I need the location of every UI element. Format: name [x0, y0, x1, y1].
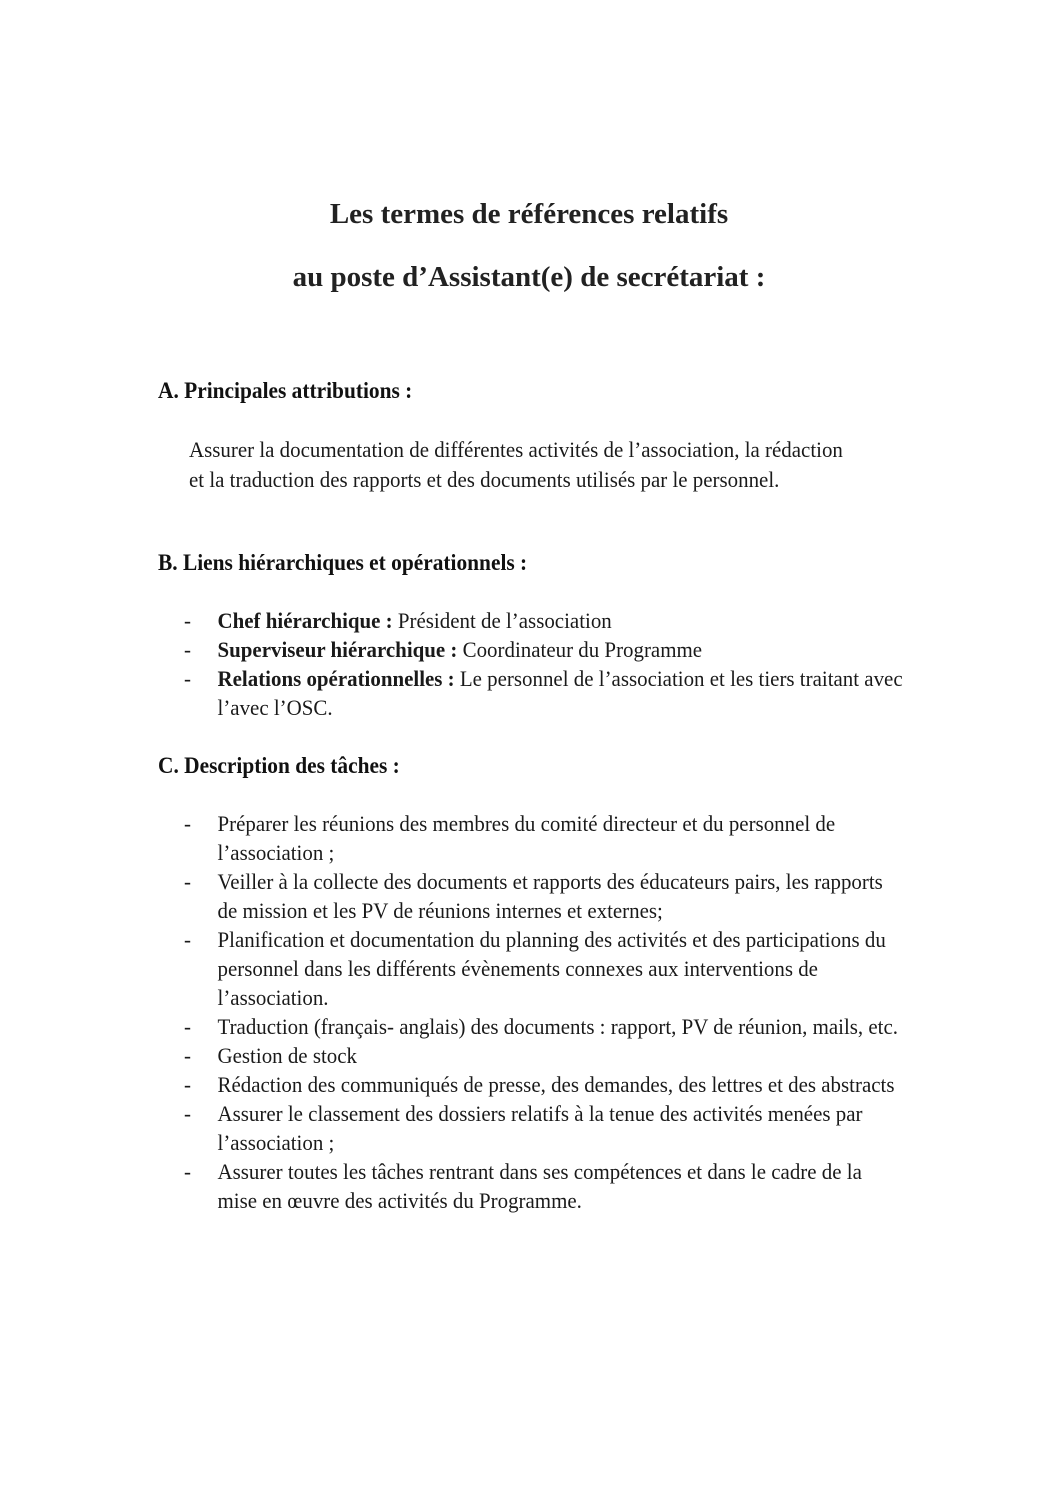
document-title-line-2: au poste d’Assistant(e) de secrétariat : — [292, 261, 766, 293]
tasks-list — [158, 809, 938, 1215]
item-text: Assurer toutes les tâches rentrant dans ses compétences et dans le cadre de la mise en œuvre des activités du Programme. — [217, 1159, 862, 1213]
bullet-dash: - — [184, 811, 192, 836]
bullet-dash: - — [184, 927, 192, 952]
list-item — [158, 867, 883, 925]
item-text: Président de l’association — [392, 608, 612, 633]
list-item — [158, 1157, 883, 1215]
section-a-heading: A. Principales attributions : — [158, 378, 413, 403]
item-text: Gestion de stock — [217, 1043, 358, 1068]
section-c-heading: C. Description des tâches : — [158, 753, 400, 778]
document-title-line-1: Les termes de références relatifs — [329, 198, 729, 230]
bullet-dash: - — [184, 637, 192, 662]
item-text: Assurer le classement des dossiers relatifs à la tenue des activités menées par l’association ; — [217, 1101, 863, 1155]
list-item — [158, 1099, 883, 1157]
item-label: Chef hiérarchique : — [217, 608, 393, 633]
item-text: Le personnel de l’association et les tiers traitant avec l’avec l’OSC. — [217, 666, 903, 720]
item-label: Superviseur hiérarchique : — [217, 637, 458, 662]
hierarchy-list — [158, 606, 938, 722]
section-b-heading: B. Liens hiérarchiques et opérationnels : — [158, 550, 528, 575]
list-item — [158, 664, 903, 722]
item-text: Veiller à la collecte des documents et rapports des éducateurs pairs, les rapports de mission et les PV de réunions internes et externes; — [217, 869, 883, 923]
bullet-dash: - — [184, 608, 192, 633]
list-item — [158, 1012, 899, 1041]
bullet-dash: - — [184, 1014, 192, 1039]
item-text: Préparer les réunions des membres du comité directeur et du personnel de l’association ; — [217, 811, 836, 865]
bullet-dash: - — [184, 1159, 192, 1184]
bullet-dash: - — [184, 1043, 192, 1068]
list-item — [158, 1070, 895, 1099]
bullet-dash: - — [184, 1101, 192, 1126]
item-text: Rédaction des communiqués de presse, des demandes, des lettres et des abstracts — [217, 1072, 895, 1097]
bullet-dash: - — [184, 666, 192, 691]
item-text: Planification et documentation du planning des activités et des participations du personnel dans les différents évènements connexes aux interventions de l’association. — [217, 927, 886, 1010]
item-text: Coordinateur du Programme — [457, 637, 703, 662]
list-item — [158, 925, 886, 1012]
list-item — [158, 635, 883, 664]
item-label: Relations opérationnelles : — [217, 666, 455, 691]
list-item — [158, 1041, 883, 1070]
list-item — [158, 606, 883, 635]
section-a-paragraph: Assurer la documentation de différentes activités de l’association, la rédaction et la traduction des rapports et des documents utilisés par le personnel. — [189, 437, 843, 492]
list-item — [158, 809, 883, 867]
bullet-dash: - — [184, 869, 192, 894]
item-text: Traduction (français- anglais) des documents : rapport, PV de réunion, mails, etc. — [217, 1014, 899, 1039]
bullet-dash: - — [184, 1072, 192, 1097]
